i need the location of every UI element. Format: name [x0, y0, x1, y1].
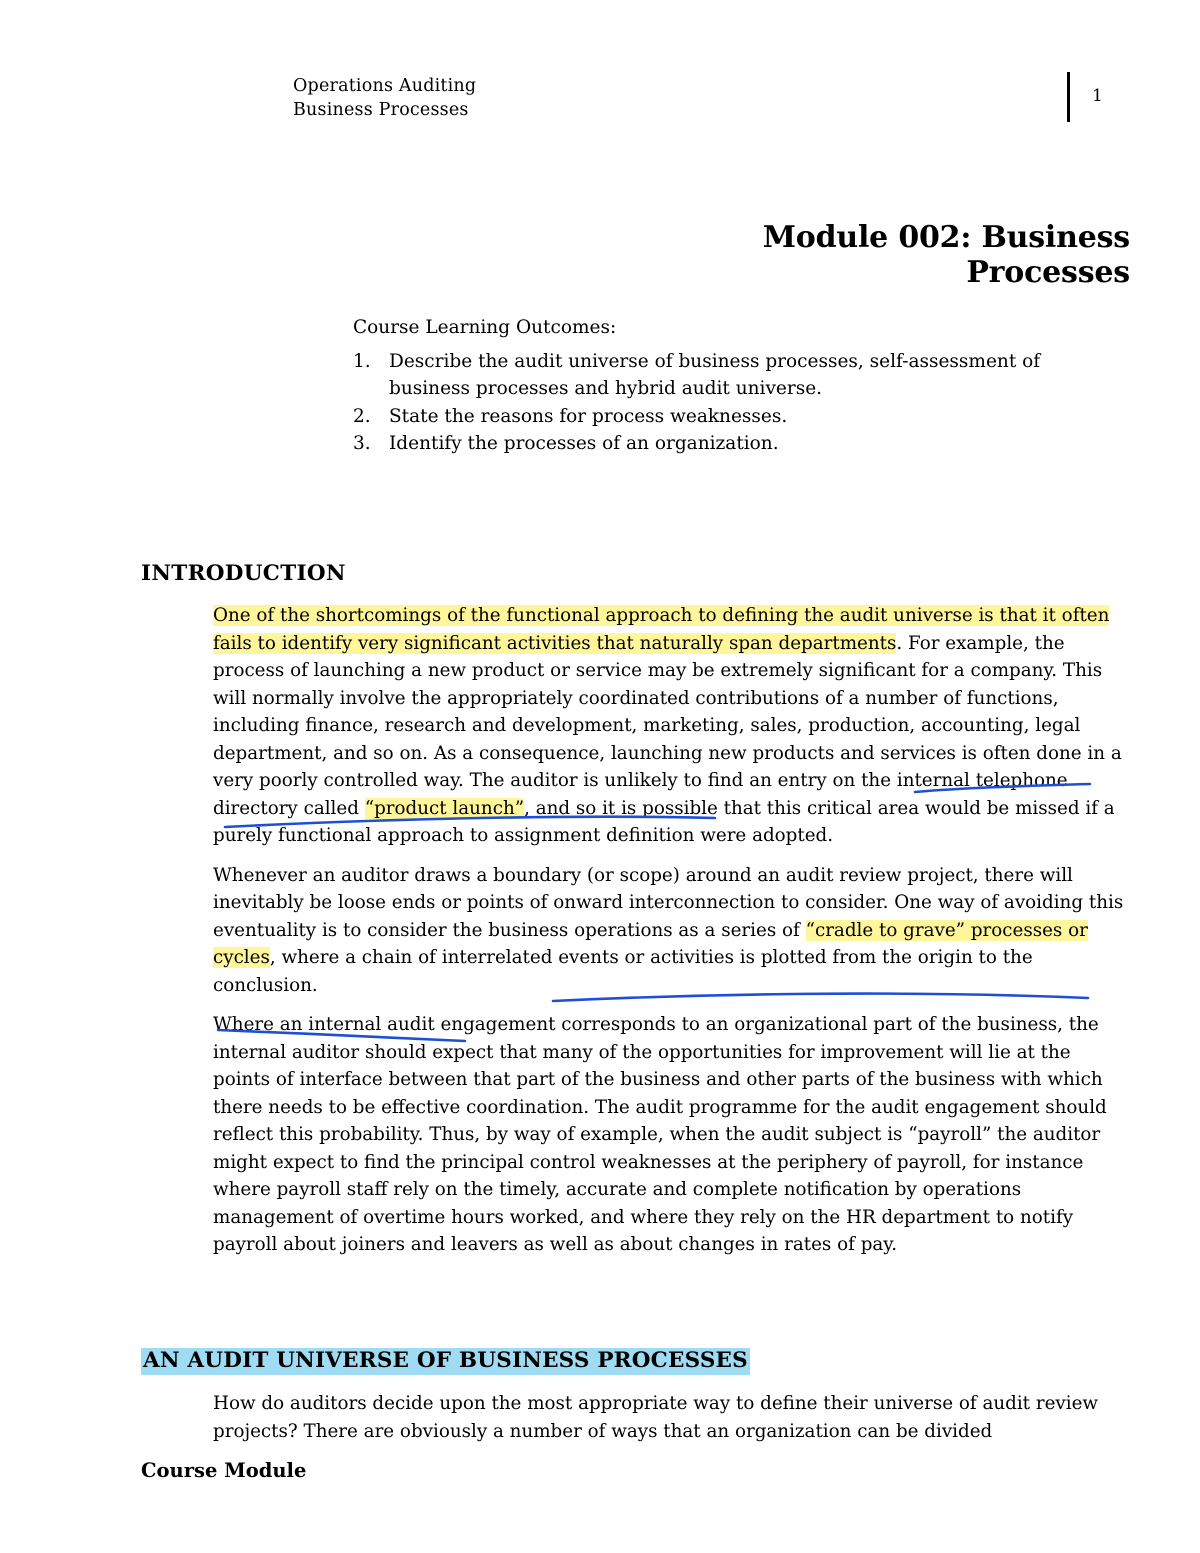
outcomes-heading: Course Learning Outcomes:	[353, 317, 617, 338]
paragraph	[213, 862, 1133, 1000]
audit-universe-body	[213, 1390, 1133, 1457]
highlighted-text: “cradle to grave” processes or cycles	[213, 919, 1088, 968]
page-title: Module 002: Business Processes	[762, 220, 1130, 290]
header-topic: Business Processes	[293, 100, 469, 120]
list-item	[353, 403, 1113, 431]
highlighted-text: One of the shortcomings of the functional approach to defining the audit universe is that it often fails to identify very significant activities that naturally span departments	[213, 605, 1110, 654]
paragraph-text: , where a chain of interrelated events or activities is plotted from the origin to the conclusion.	[213, 947, 1033, 996]
list-number: 1.	[353, 350, 371, 372]
paragraph: Where an internal audit engagement corresponds to an organizational part of the business, the internal auditor should expect that many of the opportunities for improvement will lie at the points of interface between that part of the business and other parts of the business with which there needs to be effective coordination. The audit programme for the audit engagement should reflect this probability. Thus, by way of example, when the audit subject is “payroll” the auditor might expect to find the principal control weaknesses at the periphery of payroll, for instance where payroll staff rely on the timely, accurate and complete notification by operations management of overtime hours worked, and where they rely on the HR department to notify payroll about joiners and leavers as well as about changes in rates of pay.	[213, 1014, 1107, 1255]
running-header	[293, 74, 476, 122]
page-footer: Course Module	[141, 1459, 307, 1482]
outcomes-list	[353, 348, 1113, 458]
paragraph: How do auditors decide upon the most appropriate way to define their universe of audit review projects? There are obviously a number of ways that an organization can be divided	[213, 1393, 1099, 1442]
list-item	[353, 430, 1113, 458]
paragraph	[213, 602, 1133, 850]
header-course: Operations Auditing	[293, 76, 477, 96]
paragraph-text: . For example, the process of launching a new product or service may be extremely significant for a company. This will normally involve the appropriately coordinated contributions of a number of functions, including finance, research and development, marketing, sales, production, accounting, legal department, and so on. As a consequence, launching new products and services is often done in a very poorly controlled way. The auditor is unlikely to find an entry on the internal telephone directory called	[213, 632, 1122, 819]
introduction-body	[213, 602, 1133, 1271]
section-heading-audit-universe: AN AUDIT UNIVERSE OF BUSINESS PROCESSES	[143, 1348, 748, 1373]
learning-outcomes	[353, 314, 1113, 458]
highlighted-text: “product launch”	[364, 797, 525, 819]
list-number: 3.	[353, 433, 371, 454]
list-number: 2.	[353, 405, 371, 427]
paragraph-text: , and so it is possible that this critical area would be missed if a purely functional approach to assignment definition were adopted.	[213, 797, 1115, 846]
list-item	[353, 348, 1113, 403]
paragraph-text: Whenever an auditor draws a boundary (or scope) around an audit review project, there will inevitably be loose ends or points of onward interconnection to consider. One way of avoiding this eventuality is to consider the business operations as a series of	[213, 864, 1124, 941]
page-number: 1	[1092, 86, 1103, 106]
list-text: State the reasons for process weaknesses.	[389, 405, 788, 427]
list-text: Describe the audit universe of business processes, self-assessment of business processes and hybrid audit universe.	[389, 350, 1041, 399]
list-text: Identify the processes of an organization.	[389, 433, 779, 454]
header-divider	[1067, 72, 1070, 122]
section-heading-introduction: INTRODUCTION	[141, 561, 346, 586]
